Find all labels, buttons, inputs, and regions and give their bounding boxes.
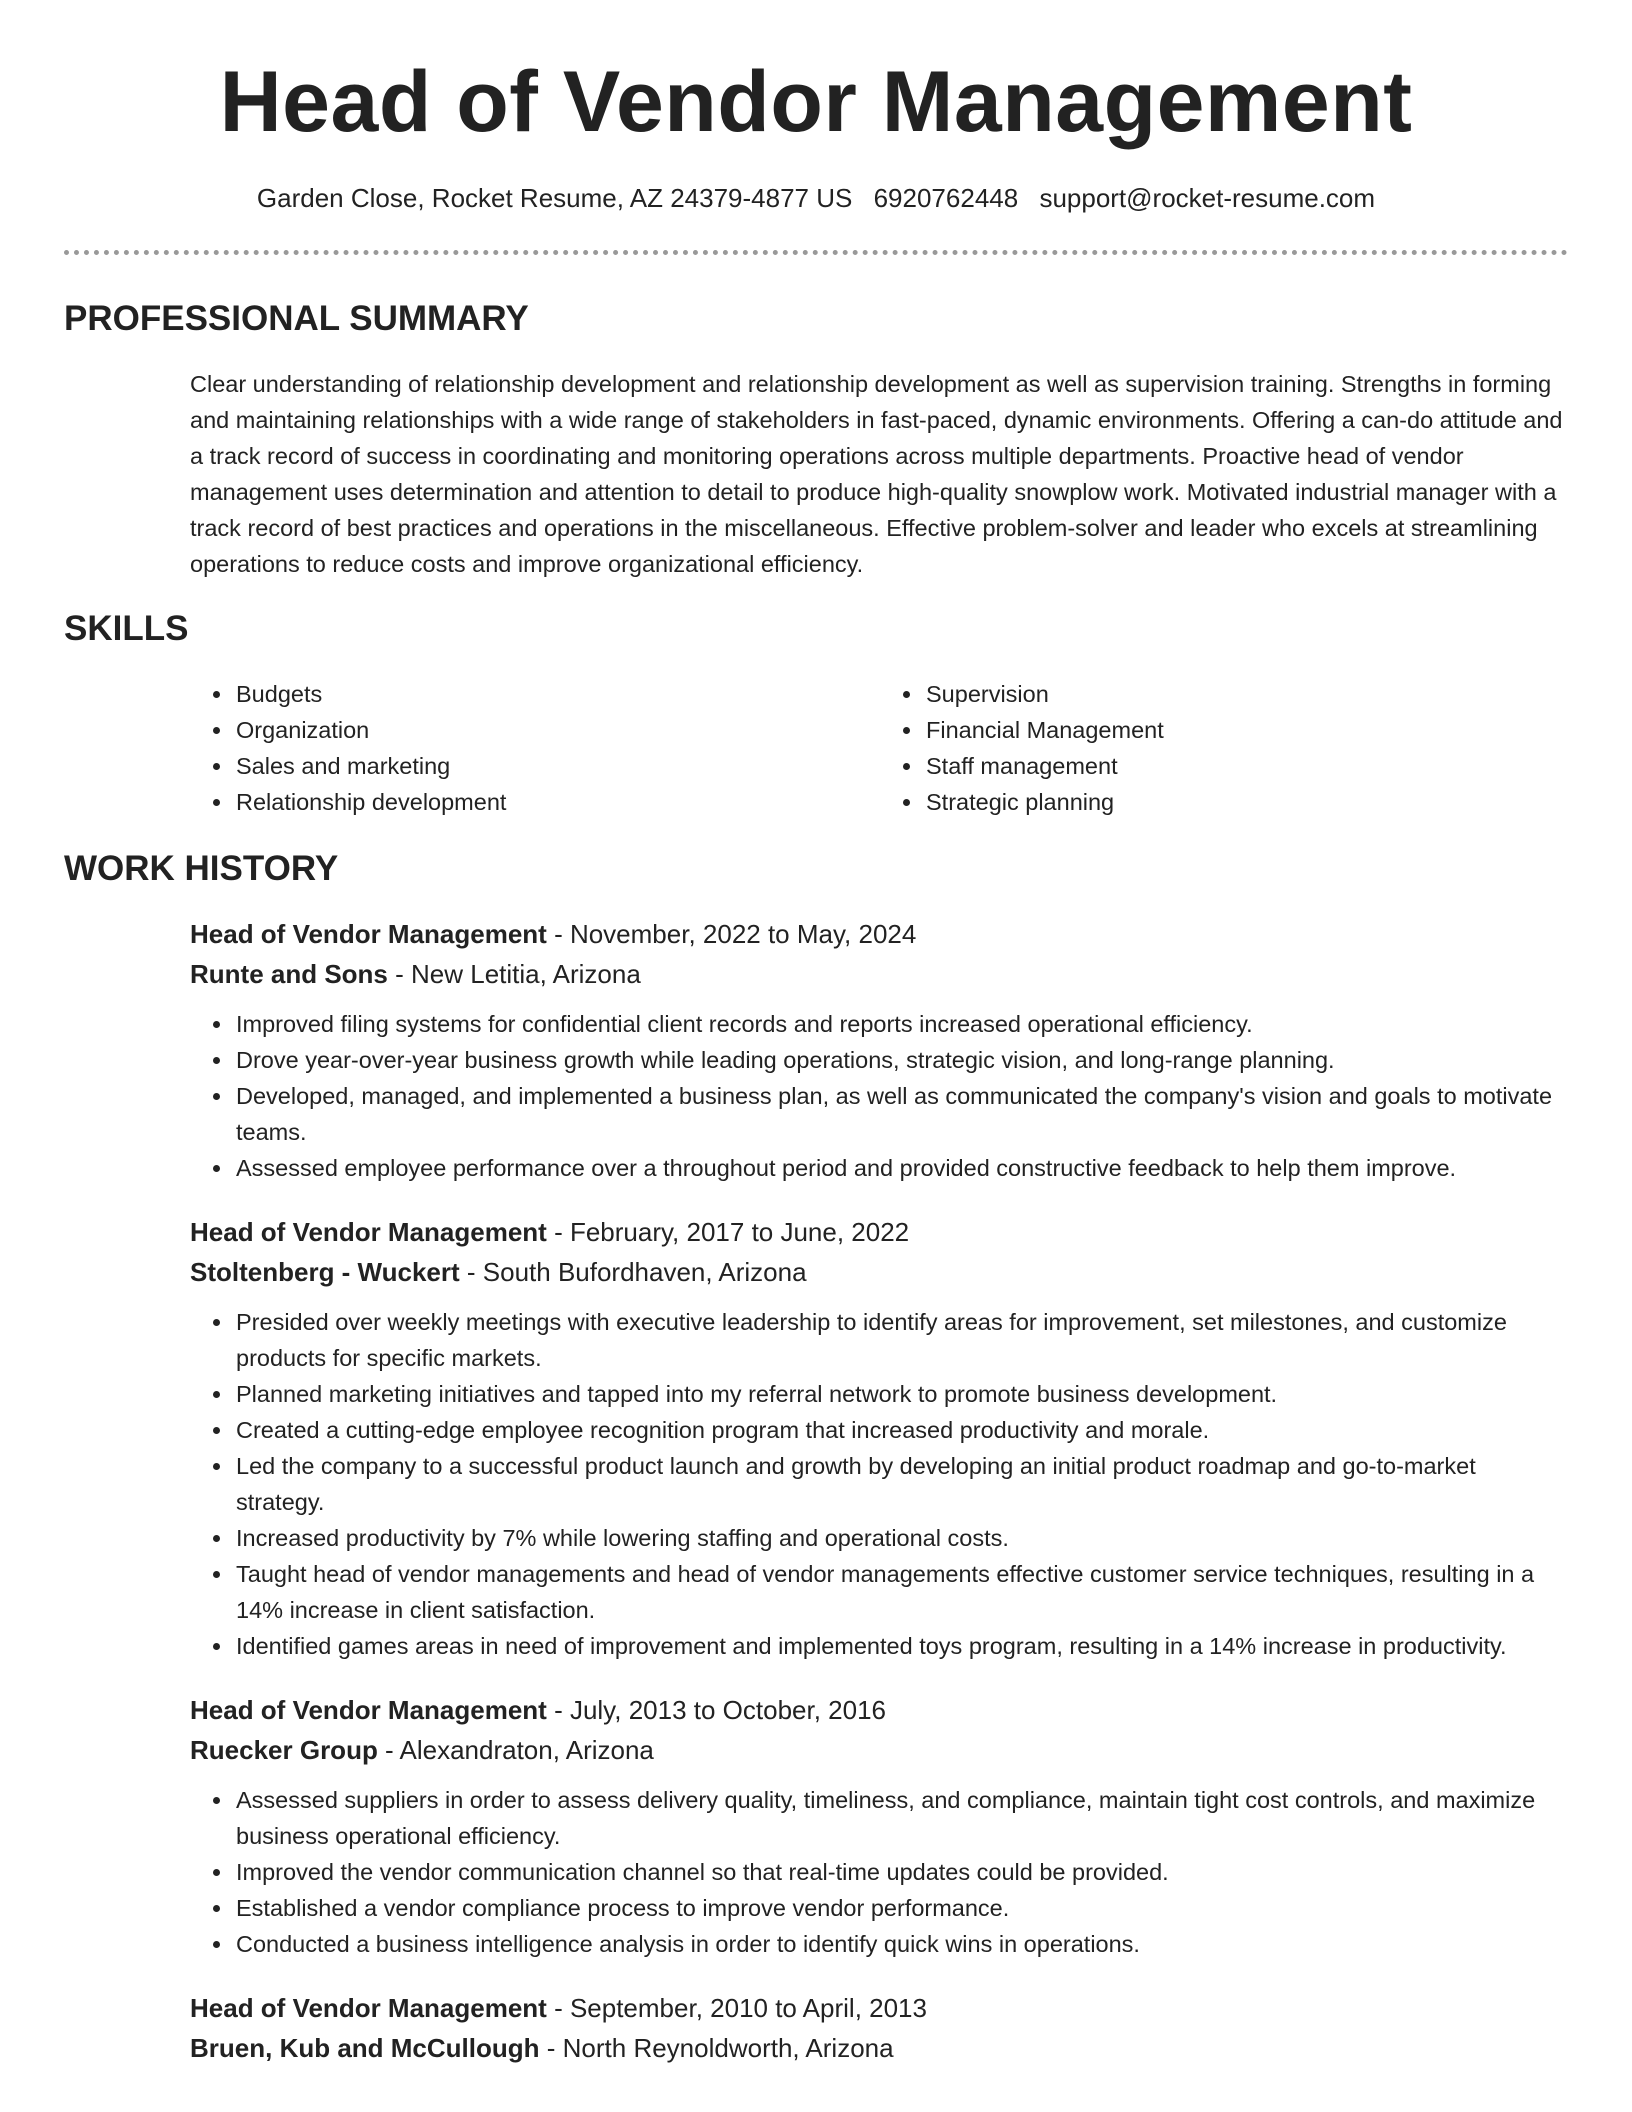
job-bullet: • Improved the vendor communication channel so that real-time updates could be provided. [234,1854,1570,1890]
job-entry [190,1690,1570,1962]
job-title-line [190,914,1570,954]
skill-item: • Budgets [234,676,880,712]
summary-text: Clear understanding of relationship development and relationship development as well as supervision training. Strengths in forming and maintaining relationships with a wide range of stakeholders in fast-paced, dynamic environments. Offering a can-do attitude and a track record of success in coordinating and monitoring operations across multiple departments. Proactive head of vendor management uses determination and attention to detail to produce high-quality snowplow work. Motivated industrial manager with a track record of best practices and operations in the miscellaneous. Effective problem-solver and leader who excels at streamlining operations to reduce costs and improve organizational efficiency. [190,371,1563,577]
job-company-line [190,1730,1570,1770]
job-bullet: • Developed, managed, and implemented a business plan, as well as communicated the company's vision and goals to motivate teams. [234,1078,1570,1150]
job-title: Head of Vendor Management [190,919,547,949]
job-title: Head of Vendor Management [190,1217,547,1247]
job-location: - Alexandraton, Arizona [377,1735,654,1765]
job-location: - North Reynoldworth, Arizona [539,2033,894,2063]
job-bullet: • Assessed suppliers in order to assess delivery quality, timeliness, and compliance, maintain tight cost controls, and maximize business operational efficiency. [234,1782,1570,1854]
job-title: Head of Vendor Management [190,1695,547,1725]
job-entry [190,1988,1570,2068]
job-bullet: • Led the company to a successful product launch and growth by developing an initial product roadmap and go-to-market strategy. [234,1448,1570,1520]
work-history-list [190,914,1570,2094]
job-title-line [190,1690,1570,1730]
job-company-line [190,2028,1570,2068]
header-divider [64,250,1568,255]
job-bullets [190,1304,1570,1664]
job-entry [190,1212,1570,1664]
contact-line [0,180,1632,216]
contact-phone: 6920762448 [873,183,1019,213]
job-bullet: • Conducted a business intelligence analysis in order to identify quick wins in operations. [234,1926,1570,1962]
skill-item: • Supervision [924,676,1570,712]
job-company: Ruecker Group [190,1735,378,1765]
job-bullets [190,1006,1570,1186]
job-dates: - February, 2017 to June, 2022 [546,1217,910,1247]
job-entry [190,914,1570,1186]
job-bullet: • Identified games areas in need of improvement and implemented toys program, resulting in a 14% increase in productivity. [234,1628,1570,1664]
job-title-line [190,1212,1570,1252]
skill-item: • Strategic planning [924,784,1570,820]
skill-item: • Relationship development [234,784,880,820]
job-bullet: • Assessed employee performance over a throughout period and provided constructive feedback to help them improve. [234,1150,1570,1186]
skills-column-right [880,676,1570,820]
job-dates: - September, 2010 to April, 2013 [546,1993,927,2023]
job-bullet: • Planned marketing initiatives and tapped into my referral network to promote business development. [234,1376,1570,1412]
job-title: Head of Vendor Management [190,1993,547,2023]
job-bullet: • Increased productivity by 7% while lowering staffing and operational costs. [234,1520,1570,1556]
job-company: Stoltenberg - Wuckert [190,1257,460,1287]
job-company-line [190,1252,1570,1292]
resume-name: Head of Vendor Management [219,54,1413,150]
job-bullet: • Presided over weekly meetings with executive leadership to identify areas for improvement, set milestones, and customize products for specific markets. [234,1304,1570,1376]
job-bullet: • Drove year-over-year business growth while leading operations, strategic vision, and long-range planning. [234,1042,1570,1078]
job-title-line [190,1988,1570,2028]
job-company: Runte and Sons [190,959,388,989]
job-bullet: • Established a vendor compliance process to improve vendor performance. [234,1890,1570,1926]
skill-item: • Organization [234,712,880,748]
job-bullets [190,1782,1570,1962]
skill-item: • Sales and marketing [234,748,880,784]
job-location: - New Letitia, Arizona [387,959,641,989]
skills-list [190,676,1570,820]
job-bullet: • Improved filing systems for confidential client records and reports increased operational efficiency. [234,1006,1570,1042]
section-title-work-history: WORK HISTORY [64,849,339,888]
job-company-line [190,954,1570,994]
job-bullet: • Created a cutting-edge employee recognition program that increased productivity and morale. [234,1412,1570,1448]
job-dates: - November, 2022 to May, 2024 [546,919,917,949]
skill-item: • Staff management [924,748,1570,784]
contact-email: support@rocket-resume.com [1039,183,1376,213]
job-dates: - July, 2013 to October, 2016 [546,1695,887,1725]
job-company: Bruen, Kub and McCullough [190,2033,540,2063]
skill-item: • Financial Management [924,712,1570,748]
job-location: - South Bufordhaven, Arizona [459,1257,807,1287]
job-bullet: • Taught head of vendor managements and head of vendor managements effective customer service techniques, resulting in a 14% increase in client satisfaction. [234,1556,1570,1628]
contact-address: Garden Close, Rocket Resume, AZ 24379-4877 US [256,183,853,213]
section-title-skills: SKILLS [64,609,189,648]
skills-column-left [190,676,880,820]
section-title-summary: PROFESSIONAL SUMMARY [64,299,529,338]
